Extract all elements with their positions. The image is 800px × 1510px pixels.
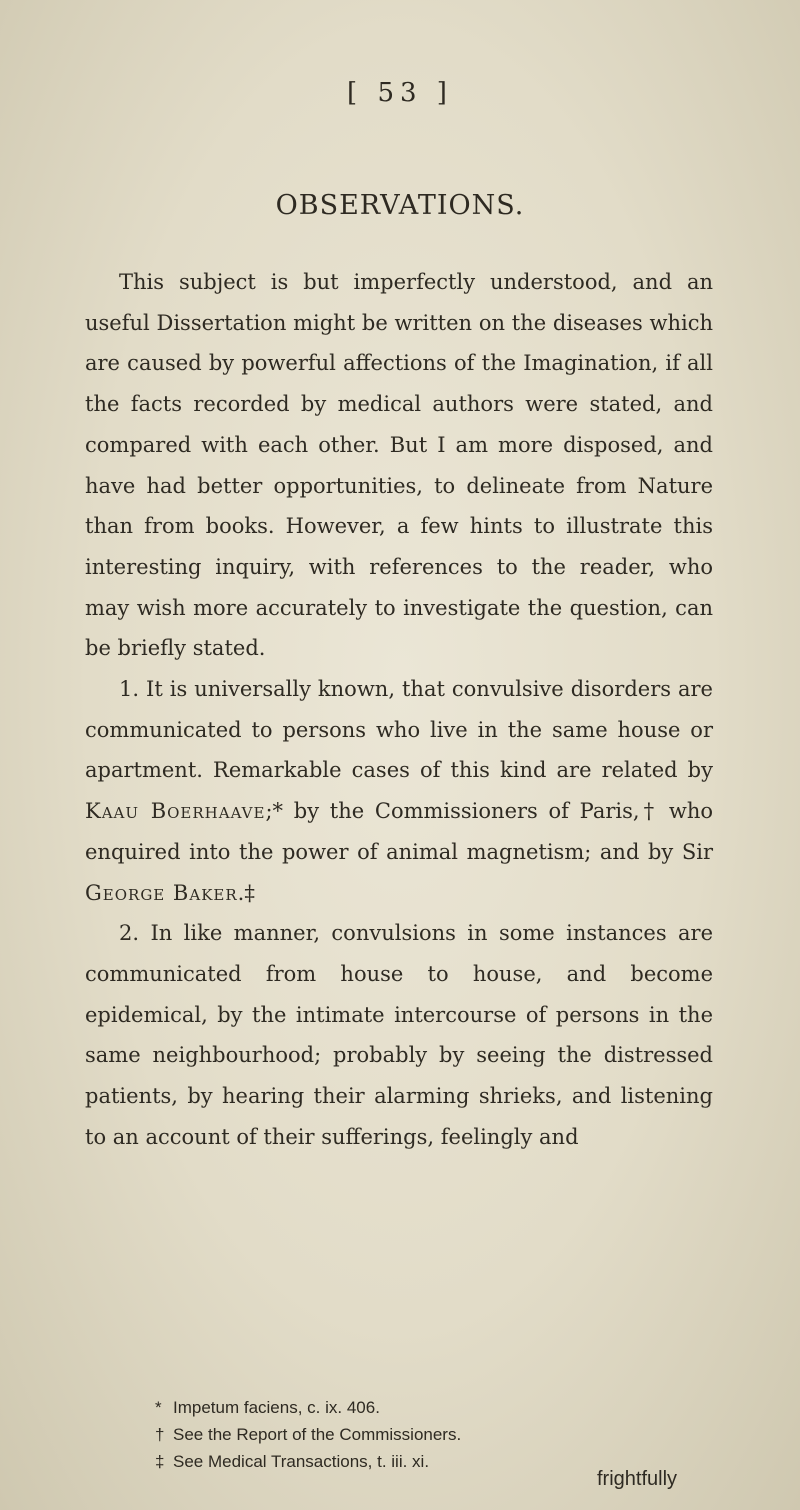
author-name-baker: George Baker bbox=[85, 880, 238, 905]
paragraph-1-end: .‡ bbox=[237, 880, 255, 905]
paragraph-intro: This subject is but imperfectly understood, and an useful Dissertation might be written on the diseases which are caused by powerful affections of the Imagination, if all the facts recorded by medical authors were stated, and compared with each other. But I am more disposed, and have had better opportunities, to delineate from Nature than from books. However, a few hints to illustrate this interesting inquiry, with references to the reader, who may wish more accurately to investigate the question, can be briefly stated. bbox=[85, 270, 713, 661]
author-name-boerhaave: Kaau Boerhaave bbox=[85, 799, 266, 824]
footnote-mark: * bbox=[155, 1398, 162, 1417]
page-number: [ 53 ] bbox=[347, 78, 453, 108]
footnotes bbox=[155, 1394, 655, 1475]
footnote-text: See the Report of the Commissioners. bbox=[173, 1425, 462, 1444]
footnote-mark: † bbox=[155, 1425, 165, 1444]
paragraph-1-text: 1. It is universally known, that convulsive disorders are communicated to persons who live in the same house or apartment. Remarkable cases of this kind are related by bbox=[85, 677, 713, 783]
body-text bbox=[85, 262, 713, 1157]
footnote bbox=[155, 1448, 655, 1475]
footnote-text: See Medical Transactions, t. iii. xi. bbox=[173, 1452, 430, 1471]
paragraph-1-text-cont: ;* by the Commissioners of Paris,† who enquired into the power of animal magnetism; and by Sir bbox=[85, 799, 713, 864]
footnote-mark: ‡ bbox=[155, 1452, 165, 1471]
footnote-text: Impetum faciens, c. ix. 406. bbox=[173, 1398, 380, 1417]
catchword: frightfully bbox=[597, 1468, 678, 1490]
footnote bbox=[155, 1394, 655, 1421]
section-heading: OBSERVATIONS. bbox=[275, 190, 525, 221]
footnote bbox=[155, 1421, 655, 1448]
paragraph-1 bbox=[85, 669, 713, 913]
paragraph-2: 2. In like manner, convulsions in some instances are communicated from house to house, and become epidemical, by the intimate intercourse of persons in the same neighbourhood; probably by seeing the distressed patients, by hearing their alarming shrieks, and listening to an account of their sufferings, feelingly and bbox=[85, 921, 713, 1149]
